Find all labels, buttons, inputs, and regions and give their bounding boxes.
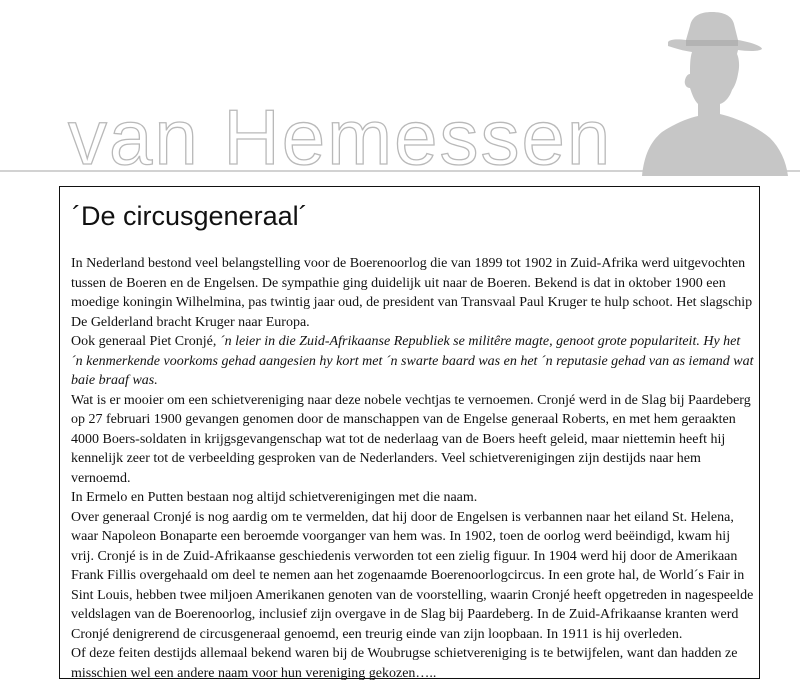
- paragraph-paardeberg: Wat is er mooier om een schietvereniging naar deze nobele vechtjas te vernoemen. Cronjé werd in de Slag bij Paardeberg op 27 februari 1900 gevangen genomen door de manschappen van de Engelse generaal Roberts, en met hem geraakten 4000 Boers-soldaten in krijgsgevangenschap wat tot de nederlaag van de Boers heeft geleid, maar niettemin heeft hij kennelijk zeer tot de verbeelding gesproken van de Nederlanders. Veel schietverenigingen zijn destijds naar hem vernoemd.: [71, 392, 751, 486]
- paragraph-cronje: [71, 332, 755, 391]
- article-box: [59, 186, 760, 679]
- paragraph-conclusion: Of deze feiten destijds allemaal bekend waren bij de Woubrugse schietvereniging is te betwijfelen, want dan hadden ze misschien wel een andere naam voor hun vereniging gekozen…..: [71, 646, 738, 681]
- man-in-hat-silhouette-icon: [640, 6, 790, 176]
- paragraph-ermelo: In Ermelo en Putten bestaan nog altijd schietverenigingen met die naam.: [71, 490, 478, 505]
- paragraph-circus: Over generaal Cronjé is nog aardig om te vermelden, dat hij door de Engelsen is verbannen naar het eiland St. Helena, waar Napoleon Bonaparte een beroemde voorganger van hem was. In 1902, toen de oorlog werd beëindigd, kwam hij vrij. Cronjé is in de Zuid-Afrikaanse geschiedenis verworden tot een zielig figuur. In 1904 werd hij door de Amerikaan Frank Fillis overgehaald om deel te nemen aan het zogenaamde Boerenoorlogcircus. In een grote hal, de World´s Fair in Sint Louis, hebben twee miljoen Amerikanen genoten van de voorstelling, waarin Cronjé heeft opgetreden in nagespeelde veldslagen van de Boerenoorlog, inclusief zijn overgave in de Slag bij Paardeberg. In de Zuid-Afrikaanse kranten werd Cronjé denigrerend de circusgeneraal genoemd, een treurig einde van zijn loopbaan. In 1911 is hij overleden.: [71, 509, 754, 642]
- masthead-title: van Hemessen: [68, 93, 613, 181]
- article-headline: ´De circusgeneraal´: [72, 201, 308, 231]
- masthead: [0, 0, 800, 180]
- article-body: [71, 254, 755, 683]
- paragraph-cronje-lead: Ook generaal Piet Cronjé,: [71, 334, 220, 349]
- paragraph-intro: In Nederland bestond veel belangstelling voor de Boerenoorlog die van 1899 tot 1902 in Zuid-Afrika werd uitgevochten tussen de Boeren en de Engelsen. De sympathie ging duidelijk uit naar de Boeren. Bekend is dat in oktober 1900 een moedige koningin Wilhelmina, pas twintig jaar oud, de president van Transvaal Paul Kruger te hulp schoot. Het slagschip De Gelderland bracht Kruger naar Europa.: [71, 256, 753, 330]
- afrikaans-quote: ´n leier in die Zuid-Afrikaanse Republiek se militêre magte, genoot grote populariteit. Hy het ´n kenmerkende voorkoms gehad aangesien hy kort met ´n swarte baard was en het ´n reputasie gehad van as iemand wat baie braaf was.: [71, 334, 754, 388]
